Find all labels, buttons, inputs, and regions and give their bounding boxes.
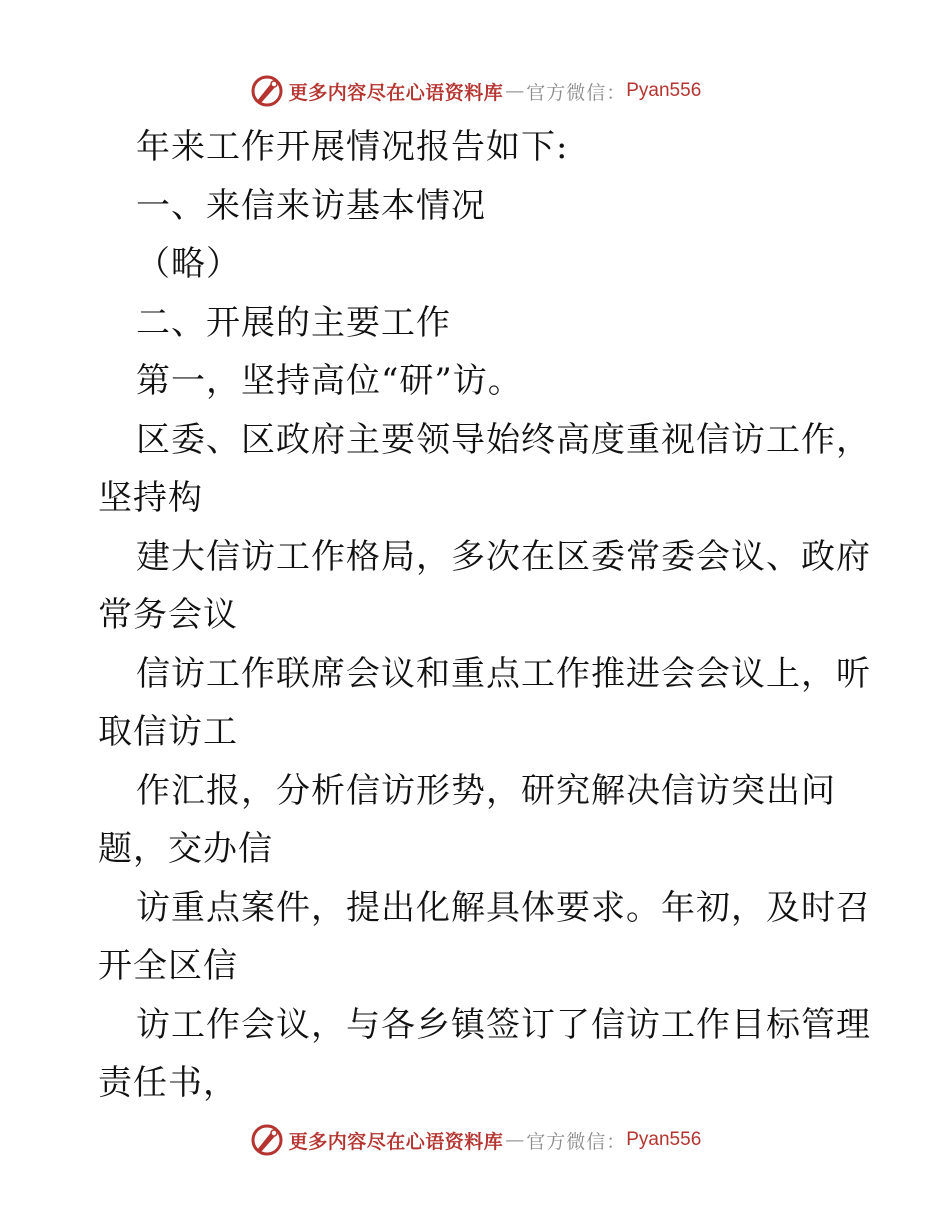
body-line: 建大信访工作格局，多次在区委常委会议、政府	[136, 536, 871, 577]
section-heading: 一、来信来访基本情况	[136, 185, 486, 226]
body-line: 区委、区政府主要领导始终高度重视信访工作，	[136, 419, 871, 460]
pen-circle-logo-icon	[249, 1122, 285, 1158]
watermark-label: 官方微信：	[526, 81, 627, 104]
watermark-dash: —	[505, 80, 525, 102]
body-line: 责任书，	[98, 1063, 238, 1103]
body-line: 信访工作联席会议和重点工作推进会会议上，听	[136, 653, 871, 694]
body-line: 访重点案件，提出化解具体要求。年初，及时召	[136, 887, 871, 928]
watermark-header	[0, 71, 950, 111]
sub-heading: 第一，坚持高位“研”访。	[136, 361, 523, 401]
pen-circle-logo-icon	[249, 73, 285, 109]
body-line: 取信访工	[98, 712, 238, 752]
body-line: 坚持构	[98, 478, 203, 518]
watermark-dash: —	[505, 1129, 525, 1151]
body-line: 常务会议	[98, 595, 238, 635]
body-line: 题，交办信	[98, 829, 273, 869]
watermark-site: 更多内容尽在心语资料库	[288, 81, 504, 104]
watermark-footer	[0, 1120, 950, 1160]
watermark-label: 官方微信：	[526, 1130, 627, 1153]
watermark-site: 更多内容尽在心语资料库	[288, 1130, 504, 1153]
body-line: 访工作会议，与各乡镇签订了信访工作目标管理	[136, 1004, 871, 1045]
body-line: 作汇报，分析信访形势，研究解决信访突出问	[136, 770, 836, 811]
watermark-id: Pyan556	[626, 1129, 702, 1150]
body-line: 年来工作开展情况报告如下:	[136, 127, 569, 167]
watermark-id: Pyan556	[626, 80, 702, 101]
section-heading: 二、开展的主要工作	[136, 302, 451, 343]
body-line: 开全区信	[98, 946, 238, 986]
body-line: （略）	[136, 244, 241, 284]
document-body	[98, 118, 878, 1113]
